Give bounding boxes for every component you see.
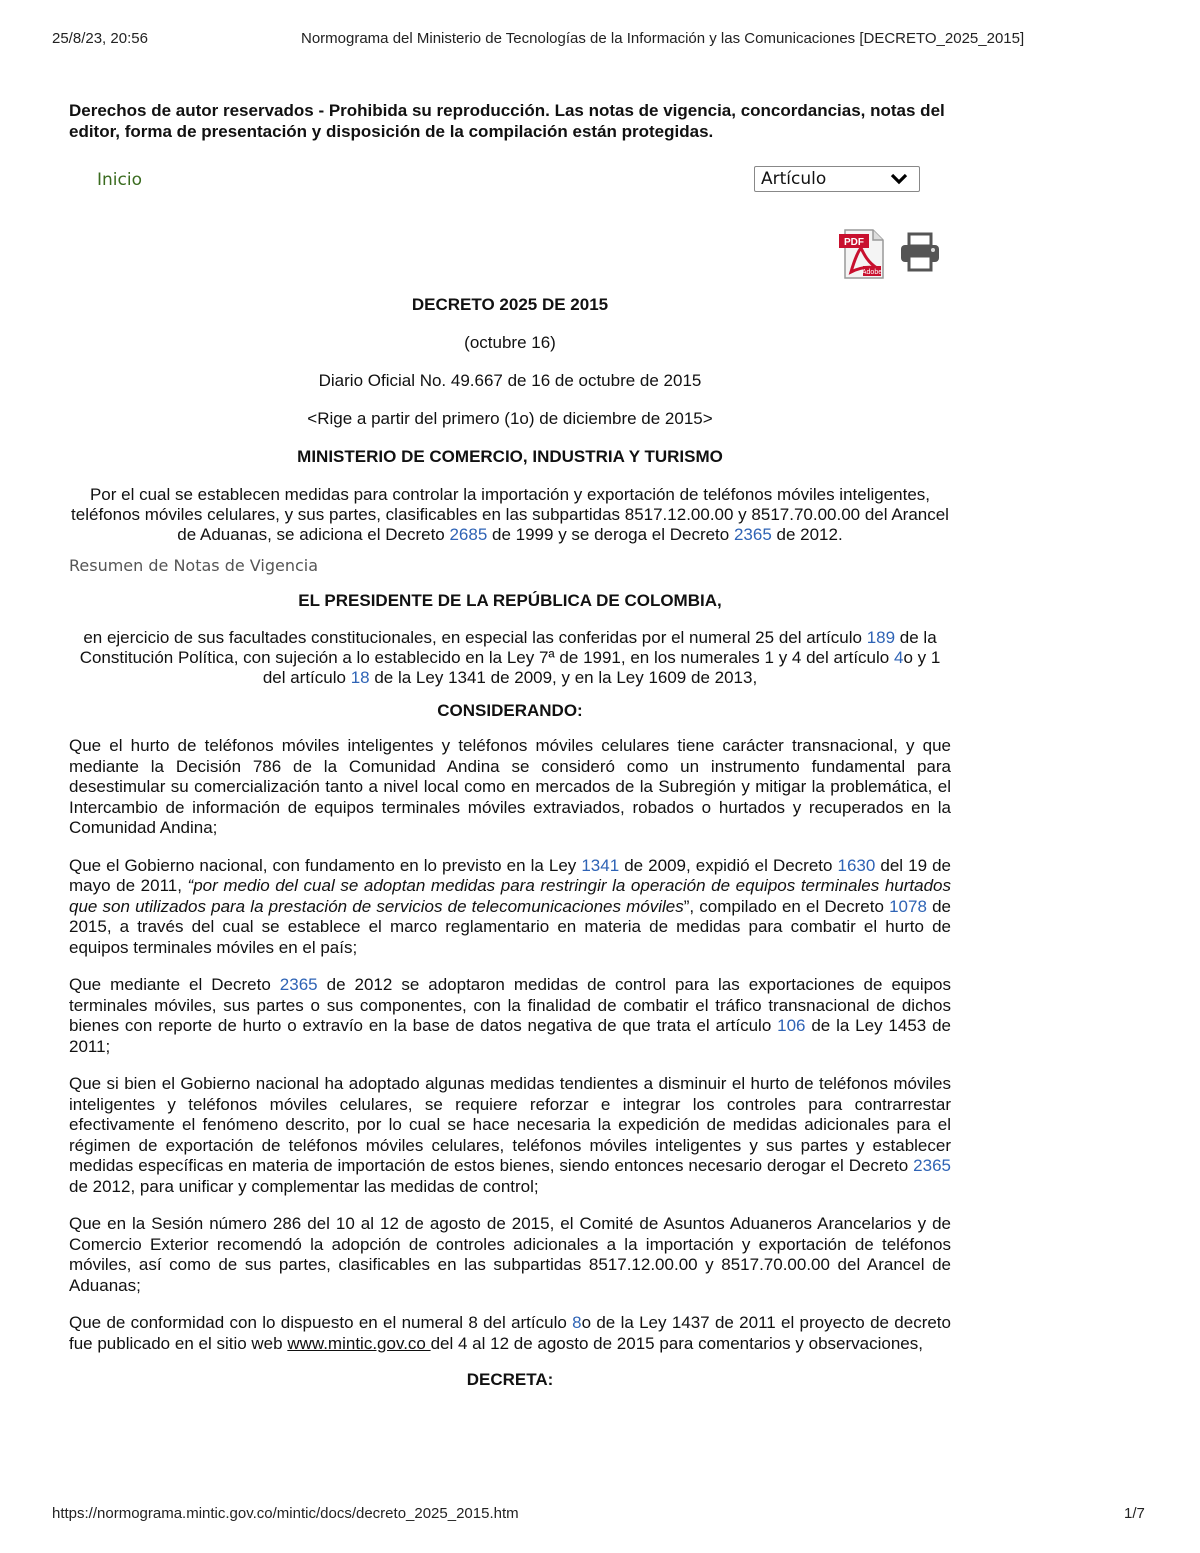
mintic-website-link[interactable]: www.mintic.gov.co <box>287 1333 431 1353</box>
svg-text:Adobe: Adobe <box>861 269 883 276</box>
inicio-link[interactable]: Inicio <box>97 170 142 190</box>
svg-text:PDF: PDF <box>844 237 864 248</box>
diario-oficial: Diario Oficial No. 49.667 de 16 de octubre de 2015 <box>318 371 702 390</box>
print-page-number: 1/7 <box>1124 1505 1145 1522</box>
decree-title: DECRETO 2025 DE 2015 <box>411 295 609 314</box>
vigencia-note: <Rige a partir del primero (1o) de diciembre de 2015> <box>307 409 713 428</box>
considerando-paragraph-2: Que el Gobierno nacional, con fundamento en lo previsto en la Ley 1341 de 2009, expidió el Decreto 1630 del 19 de mayo de 2011, “por medio del cual se adoptan medidas para restringir la operación de equipos terminales hurtados que son utilizados para la prestación de servicios de telecomunicaciones móviles”, compilado en el Decreto 1078 de 2015, a través del cual se establece el marco reglamentario en materia de medidas para combatir el hurto de equipos terminales móviles en el país; <box>69 855 951 957</box>
decreto-2365-link[interactable]: 2365 <box>733 525 772 544</box>
print-header-title: Normograma del Ministerio de Tecnologías de la Información y las Comunicaciones [DECRETO_2025_2015] <box>301 30 1025 47</box>
ministry: MINISTERIO DE COMERCIO, INDUSTRIA Y TURISMO <box>297 447 723 466</box>
decreto-1078-link[interactable]: 1078 <box>889 896 927 916</box>
printer-icon[interactable] <box>899 232 941 277</box>
considerando-heading: CONSIDERANDO: <box>437 701 583 720</box>
articulo-4-link[interactable]: 4 <box>893 648 904 667</box>
articulo-106-link[interactable]: 106 <box>777 1016 806 1035</box>
decreto-2365-link-3[interactable]: 2365 <box>913 1156 951 1175</box>
decreta-heading: DECRETA: <box>466 1370 554 1389</box>
nav-row <box>69 162 951 222</box>
considerando-paragraph-6: Que de conformidad con lo dispuesto en el numeral 8 del artículo 8o de la Ley 1437 de 2011 el proyecto de decreto fue publicado en el sitio web www.mintic.gov.co del 4 al 12 de agosto de 2015 para comentarios y observaciones, <box>69 1313 951 1353</box>
ley-1341-link[interactable]: 1341 <box>581 855 620 875</box>
pdf-adobe-icon[interactable] <box>837 228 889 285</box>
print-datetime: 25/8/23, 20:56 <box>52 30 148 47</box>
article-select-value: Artículo <box>761 169 827 189</box>
document-body <box>69 100 951 1390</box>
decreto-2685-link[interactable]: 2685 <box>449 525 488 544</box>
considerando-paragraph-5: Que en la Sesión número 286 del 10 al 12 de agosto de 2015, el Comité de Asuntos Aduaneros Arancelarios y de Comercio Exterior recomendó la adopción de controles adicionales a la importación y exportación de teléfonos móviles, así como de sus partes, clasificables en las subpartidas 8517.12.00.00 y 8517.70.00.00 del Arancel de Aduanas; <box>69 1214 951 1295</box>
chevron-down-icon <box>889 171 909 192</box>
articulo-189-link[interactable]: 189 <box>866 628 896 647</box>
decreto-2365-link-2[interactable]: 2365 <box>279 975 318 994</box>
considerando-paragraph-1: Que el hurto de teléfonos móviles inteligentes y teléfonos móviles celulares tiene carácter transnacional, y que mediante la Decisión 786 de la Comunidad Andina se consideró como un instrumento fundamental para desestimular su comercialización tanto a nivel local como en mercados de la Subregión y mitigar la problemática, el Intercambio de información de equipos terminales móviles extraviados, robados o hurtados y recuperados en la Comunidad Andina; <box>69 736 951 837</box>
action-icons <box>69 224 951 284</box>
decree-date: (octubre 16) <box>464 333 556 352</box>
copyright-notice: Derechos de autor reservados - Prohibida su reproducción. Las notas de vigencia, concordancias, notas del editor, forma de presentación y disposición de la compilación están protegidas. <box>69 101 945 141</box>
print-footer-url: https://normograma.mintic.gov.co/mintic/docs/decreto_2025_2015.htm <box>52 1505 519 1522</box>
president-heading: EL PRESIDENTE DE LA REPÚBLICA DE COLOMBIA, <box>298 591 722 610</box>
articulo-8-link[interactable]: 8 <box>572 1313 582 1332</box>
article-select[interactable] <box>754 166 920 192</box>
facultades-paragraph: en ejercicio de sus facultades constitucionales, en especial las conferidas por el numeral 25 del artículo 189 de la Constitución Política, con sujeción a lo establecido en la Ley 7ª de 1991, en los numerales 1 y 4 del artículo 4o y 1 del artículo 18 de la Ley 1341 de 2009, y en la Ley 1609 de 2013, <box>79 628 941 687</box>
notas-vigencia-link[interactable]: Resumen de Notas de Vigencia <box>69 556 319 575</box>
articulo-18-link[interactable]: 18 <box>350 668 370 687</box>
considerando-paragraph-4: Que si bien el Gobierno nacional ha adoptado algunas medidas tendientes a disminuir el hurto de teléfonos móviles inteligentes y teléfonos móviles celulares, se requiere reforzar e integrar los controles para contrarrestar efectivamente el fenómeno descrito, por lo cual se hace necesaria la expedición de medidas adicionales para el régimen de exportación de teléfonos móviles celulares, teléfonos móviles inteligentes y sus partes y establecer medidas específicas en materia de importación de estos bienes, siendo entonces necesario derogar el Decreto 2365 de 2012, para unificar y complementar las medidas de control; <box>69 1074 951 1196</box>
decreto-1630-link[interactable]: 1630 <box>837 855 876 875</box>
decree-summary: Por el cual se establecen medidas para controlar la importación y exportación de teléfonos móviles inteligentes, teléfonos móviles celulares, y sus partes, clasificables en las subpartidas 8517.12.00.00 y 8517.70.00.00 del Arancel de Aduanas, se adiciona el Decreto 2685 de 1999 y se deroga el Decreto 2365 de 2012. <box>71 485 949 544</box>
considerando-paragraph-3: Que mediante el Decreto 2365 de 2012 se adoptaron medidas de control para las exportaciones de equipos terminales móviles, sus partes o sus componentes, con la finalidad de combatir el tráfico transnacional de dichos bienes con reporte de hurto o extravío en la base de datos negativa de que trata el artículo 106 de la Ley 1453 de 2011; <box>69 975 951 1056</box>
